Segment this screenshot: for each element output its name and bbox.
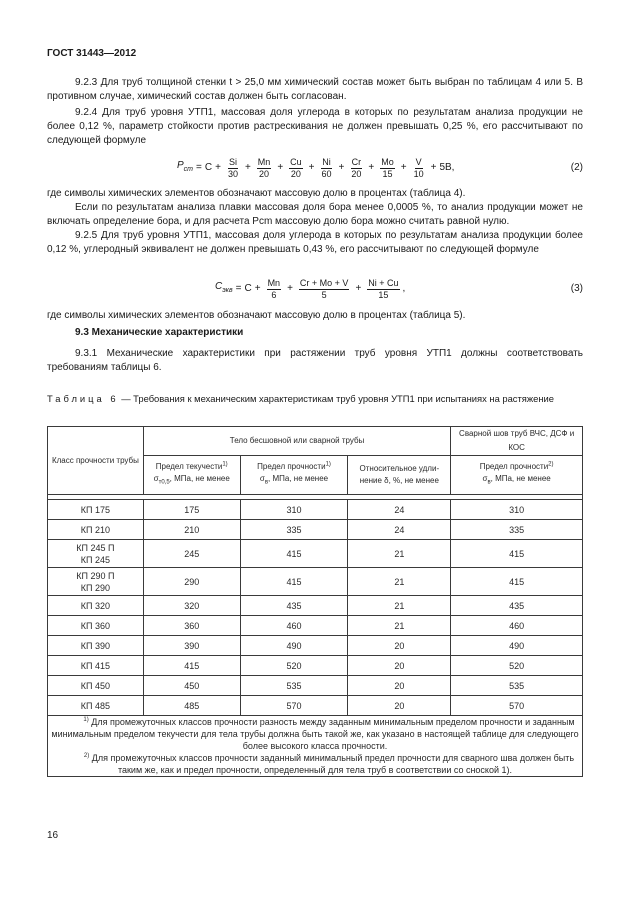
cell-yield: 245 xyxy=(143,540,240,568)
table-row xyxy=(48,696,583,716)
cell-weld-tensile: 335 xyxy=(451,520,583,540)
table-row xyxy=(48,656,583,676)
cell-tensile: 520 xyxy=(240,656,348,676)
formula-3-fraction-3 xyxy=(367,278,399,301)
formula-2-fraction-7 xyxy=(413,157,425,180)
formula-3-numerator: Mn xyxy=(267,277,281,288)
cell-class: КП 320 xyxy=(48,596,144,616)
cell-elongation: 21 xyxy=(348,616,451,636)
paragraph-9-3-1: 9.3.1 Механические характеристики при растяжении труб уровня УТП1 должны соответствовать требованиям таблицы 6. xyxy=(47,348,583,373)
formula-2-numerator: Mo xyxy=(381,156,394,167)
formula-2-fraction-6 xyxy=(380,157,395,180)
column-header-elongation: Относительное удли- нение δ, %, не менее xyxy=(348,456,451,495)
cell-yield: 210 xyxy=(143,520,240,540)
formula-2-first-term: C xyxy=(204,162,213,173)
table-6-caption-label: Таблица 6 xyxy=(47,393,119,404)
cell-elongation: 21 xyxy=(348,568,451,596)
cell-tensile: 335 xyxy=(240,520,348,540)
table-row xyxy=(48,540,583,568)
paragraph-9-2-5: 9.2.5 Для труб уровня УТП1, массовая доля углерода в которых по результатам анализа продукции более 0,12 %, углеродный эквивалент не должен превышать 0,43 %, его рассчитывают по следующей формуле xyxy=(47,230,583,255)
cell-class: КП 360 xyxy=(48,616,144,636)
formula-2-fraction-1 xyxy=(227,157,239,180)
cell-yield: 485 xyxy=(143,696,240,716)
formula-3-plus: + xyxy=(355,283,362,294)
formula-3 xyxy=(47,276,583,302)
formula-3-fraction-2 xyxy=(299,278,350,301)
table-note-2-text: Для промежуточных классов прочности заданный минимальный предел прочности для сварного шва должен быть таким же, как и предел прочности, определенный для тела труб в соответствии со сноской 1). xyxy=(91,753,575,775)
cell-yield: 175 xyxy=(143,500,240,520)
table-row xyxy=(48,616,583,636)
formula-2-plus: + xyxy=(368,162,375,173)
formula-2-numerator: Cr xyxy=(351,156,362,167)
cell-class: КП 450 xyxy=(48,676,144,696)
formula-2-numerator: V xyxy=(415,156,422,167)
paragraph-9-2-4: 9.2.4 Для труб уровня УТП1, массовая доля углерода в которых по результатам анализа продукции не более 0,12 %, параметр стойкости против растрескивания не должен превышать 0,25 %, его рассчитывают по следующей формуле xyxy=(47,107,583,146)
formula-3-denominator: 5 xyxy=(321,289,327,300)
table-note-2: $^{2)}$ Для промежуточных классов прочности заданный минимальный предел прочности для сварного шва должен быть таким же, как и предел прочности, определенный для тела труб в соответствии со сноской 1). xyxy=(83,753,575,775)
table-row xyxy=(48,596,583,616)
formula-3-denominator: 15 xyxy=(378,289,389,300)
formula-2-numerator: Si xyxy=(228,156,237,167)
section-heading-9-3: 9.3 Механические характеристики xyxy=(75,327,244,338)
formula-2-denominator: 20 xyxy=(259,168,270,179)
formula-3-plus: + xyxy=(287,283,293,294)
column-header-yield: Предел текучести$^{1)}$ $\sigma_{т0,5}$, МПа, не менее xyxy=(143,456,240,495)
paragraph-after-formula-3: где символы химических элементов обозначают массовую долю в процентах (таблица 5). xyxy=(47,310,466,321)
formula-3-plus: + xyxy=(254,283,261,294)
cell-yield: 360 xyxy=(143,616,240,636)
column-header-weld: Сварной шов труб ВЧС, ДСФ и КОС xyxy=(451,427,583,456)
cell-weld-tensile: 520 xyxy=(451,656,583,676)
formula-2-plus: + xyxy=(338,162,345,173)
cell-weld-tensile: 490 xyxy=(451,636,583,656)
cell-elongation: 20 xyxy=(348,696,451,716)
table-row xyxy=(48,520,583,540)
cell-yield: 390 xyxy=(143,636,240,656)
cell-elongation: 24 xyxy=(348,520,451,540)
formula-3-denominator: 6 xyxy=(271,289,277,300)
formula-3-fraction-1 xyxy=(267,278,282,301)
table-row xyxy=(48,568,583,596)
table-6-caption-text: — Требования к механическим характеристикам труб уровня УТП1 при испытаниях на растяжение xyxy=(121,393,554,404)
paragraph-after-formula-2: где символы химических элементов обозначают массовую долю в процентах (таблица 4). xyxy=(47,188,466,199)
cell-tensile: 460 xyxy=(240,616,348,636)
table-6-caption xyxy=(47,393,583,405)
cell-elongation: 21 xyxy=(348,596,451,616)
formula-2-fraction-5 xyxy=(350,157,362,180)
formula-2-plus: + xyxy=(308,162,315,173)
paragraph-9-2-3: 9.2.3 Для труб толщиной стенки t > 25,0 мм химический состав может быть выбран по таблицам 4 или 5. В противном случае, химический состав должен быть согласован. xyxy=(47,77,583,102)
cell-class: КП 485 xyxy=(48,696,144,716)
document-header: ГОСТ 31443—2012 xyxy=(47,48,137,59)
table-row xyxy=(48,676,583,696)
cell-weld-tensile: 570 xyxy=(451,696,583,716)
cell-class: КП 175 xyxy=(48,500,144,520)
cell-elongation: 20 xyxy=(348,656,451,676)
formula-2-number: (2) xyxy=(570,162,583,173)
cell-yield: 450 xyxy=(143,676,240,696)
formula-3-number: (3) xyxy=(570,283,583,294)
cell-tensile: 535 xyxy=(240,676,348,696)
paragraph-boron: Если по результатам анализа плавки массовая доля бора менее 0,0005 %, то анализ продукции может не включать определение бора, и для расчета Pcm массовую долю бора можно считать равной нулю. xyxy=(47,202,583,227)
formula-3-tail: , xyxy=(402,283,406,294)
formula-2-lhs: $P_{cm}$ xyxy=(177,160,194,173)
formula-2-numerator: Mn xyxy=(257,156,271,167)
formula-2 xyxy=(47,155,583,181)
formula-3-numerator: Cr + Mo + V xyxy=(299,277,349,288)
cell-tensile: 435 xyxy=(240,596,348,616)
column-header-pipe-body: Тело бесшовной или сварной трубы xyxy=(143,427,450,456)
cell-yield: 290 xyxy=(143,568,240,596)
formula-2-denominator: 15 xyxy=(382,168,393,179)
table-note-1: $^{1)}$ Для промежуточных классов прочности разность между заданным минимальным пределом прочности и заданным минимальным пределом текучести для тела трубы должна быть такой же, как указано в настоящей таблице для следующего более высокого класса прочности. xyxy=(51,717,579,751)
formula-2-fraction-4 xyxy=(321,157,333,180)
formula-2-denominator: 20 xyxy=(290,168,301,179)
cell-tensile: 310 xyxy=(240,500,348,520)
formula-2-plus: + xyxy=(430,162,437,173)
cell-elongation: 21 xyxy=(348,540,451,568)
formula-2-plus: + xyxy=(244,162,251,173)
formula-3-numerator: Ni + Cu xyxy=(368,277,399,288)
cell-weld-tensile: 460 xyxy=(451,616,583,636)
cell-tensile: 415 xyxy=(240,540,348,568)
table-row xyxy=(48,636,583,656)
cell-tensile: 415 xyxy=(240,568,348,596)
cell-yield: 415 xyxy=(143,656,240,676)
formula-2-tail: 5B, xyxy=(439,162,455,173)
cell-weld-tensile: 535 xyxy=(451,676,583,696)
formula-2-numerator: Cu xyxy=(290,156,302,167)
column-header-class: Класс прочности трубы xyxy=(48,427,144,495)
formula-3-body xyxy=(215,276,405,302)
cell-weld-tensile: 415 xyxy=(451,540,583,568)
formula-2-denominator: 20 xyxy=(351,168,362,179)
table-row xyxy=(48,500,583,520)
formula-2-numerator: Ni xyxy=(322,156,331,167)
formula-2-body xyxy=(177,155,454,181)
cell-class: КП 245 П КП 245 xyxy=(48,540,144,568)
cell-class: КП 210 xyxy=(48,520,144,540)
cell-elongation: 24 xyxy=(348,500,451,520)
cell-tensile: 570 xyxy=(240,696,348,716)
formula-3-first-term: C xyxy=(244,283,252,294)
cell-weld-tensile: 435 xyxy=(451,596,583,616)
formula-2-fraction-2 xyxy=(257,157,272,180)
formula-3-lhs: $C_{экв}$ xyxy=(215,281,233,294)
table-6 xyxy=(47,426,583,777)
cell-class: КП 290 П КП 290 xyxy=(48,568,144,596)
formula-3-equals: = xyxy=(235,283,242,294)
cell-elongation: 20 xyxy=(348,636,451,656)
formula-2-denominator: 30 xyxy=(227,168,238,179)
table-note-1-text: Для промежуточных классов прочности разность между заданным минимальным пределом прочности и заданным минимальным пределом текучести для тела трубы должна быть такой же, как указано в настоящей таблице для следующего более высокого класса прочности. xyxy=(51,717,579,751)
formula-2-equals: = xyxy=(196,162,202,173)
cell-elongation: 20 xyxy=(348,676,451,696)
cell-tensile: 490 xyxy=(240,636,348,656)
column-header-tensile: Предел прочности$^{1)}$ $\sigma_в$, МПа, не менее xyxy=(240,456,348,495)
page-number: 16 xyxy=(47,830,59,841)
formula-2-denominator: 60 xyxy=(321,168,332,179)
cell-weld-tensile: 310 xyxy=(451,500,583,520)
cell-class: КП 415 xyxy=(48,656,144,676)
formula-2-plus: + xyxy=(215,162,221,173)
formula-2-plus: + xyxy=(277,162,284,173)
cell-weld-tensile: 415 xyxy=(451,568,583,596)
formula-2-denominator: 10 xyxy=(413,168,424,179)
cell-class: КП 390 xyxy=(48,636,144,656)
table-6-notes xyxy=(48,716,583,777)
formula-2-plus: + xyxy=(400,162,407,173)
column-header-weld-tensile: Предел прочности$^{2)}$ $\sigma_в$, МПа, не менее xyxy=(451,456,583,495)
formula-2-fraction-3 xyxy=(289,157,303,180)
cell-yield: 320 xyxy=(143,596,240,616)
